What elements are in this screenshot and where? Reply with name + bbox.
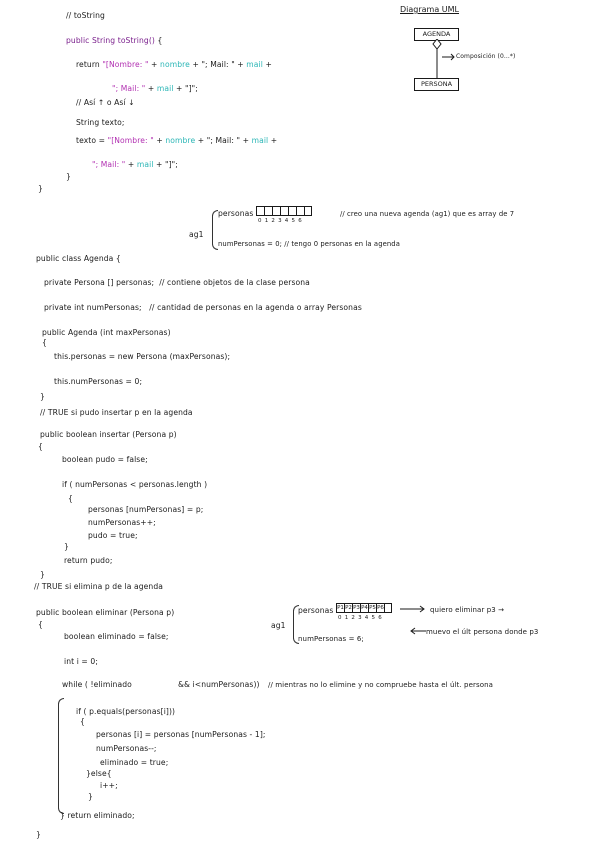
eliminar-else-close: } [88, 792, 93, 801]
eliminar-else: }else{ [86, 769, 112, 778]
eliminar-body1: boolean eliminado = false; [64, 632, 169, 641]
agenda-class-decl: public class Agenda { [36, 254, 121, 263]
eliminar-while: while ( !eliminado [62, 680, 132, 689]
insertar-body2: personas [numPersonas] = p; [88, 505, 204, 514]
uml-class-agenda: AGENDA [414, 28, 459, 41]
agenda-constructor-open: { [42, 338, 47, 347]
insertar-comment: // TRUE si pudo insertar p en la agenda [40, 408, 193, 417]
eliminar-body3: personas [i] = personas [numPersonas - 1]; [96, 730, 266, 739]
tostring-comment2: // Así ↑ o Así ↓ [76, 98, 135, 107]
insertar-if-open: { [68, 494, 73, 503]
insertar-return: return pudo; [64, 556, 113, 565]
tostring-close-inner: } [66, 172, 71, 181]
note2-arrow1-icon [398, 604, 428, 614]
array-cell: P1 [337, 605, 344, 611]
note2-num: numPersonas = 6; [298, 635, 364, 643]
eliminar-comment: // TRUE si elimina p de la agenda [34, 582, 164, 591]
array-cell [384, 603, 392, 613]
insertar-if: if ( numPersonas < personas.length ) [62, 480, 208, 489]
array-cell: P5 [369, 605, 376, 611]
note1-personas-label: personas [218, 209, 254, 218]
agenda-field-personas: private Persona [] personas; // contiene objetos de la clase persona [44, 278, 310, 287]
eliminar-body2: int i = 0; [64, 657, 99, 666]
note2-indices: 0123456 [338, 615, 385, 621]
note2-arrow1-label: quiero eliminar p3 → [430, 606, 505, 614]
insertar-signature: public boolean insertar (Persona p) [40, 430, 177, 439]
tostring-comment: // toString [66, 11, 105, 20]
while-brace [58, 698, 64, 814]
tostring-signature: public String toString() { [66, 36, 163, 45]
agenda-constructor-body1: this.personas = new Persona (maxPersonas); [54, 352, 231, 361]
eliminar-return: } return eliminado; [60, 811, 135, 820]
array-cell [280, 206, 288, 216]
note1-indices: 0123456 [258, 218, 305, 224]
eliminar-while-comment: // mientras no lo elimine y no compruebe hasta el últ. persona [268, 681, 494, 689]
array-cell [272, 206, 280, 216]
tostring-texto-line1: texto = "[Nombre: " + nombre + "; Mail: " + mail + [76, 136, 278, 145]
note1-ag-label: ag1 [189, 230, 204, 239]
tostring-texto-line2: "; Mail: " + mail + "]"; [92, 160, 178, 169]
eliminar-body6: i++; [100, 781, 118, 790]
insertar-body4: pudo = true; [88, 531, 138, 540]
agenda-constructor-close: } [40, 392, 45, 401]
tostring-decl: String texto; [76, 118, 125, 127]
note1-num: numPersonas = 0; // tengo 0 personas en la agenda [218, 240, 400, 248]
agenda-constructor-body2: this.numPersonas = 0; [54, 377, 143, 386]
class-close: } [36, 830, 41, 839]
insertar-body3: numPersonas++; [88, 518, 156, 527]
note1-array [256, 206, 312, 216]
agenda-constructor: public Agenda (int maxPersonas) [42, 328, 171, 337]
note1-comment: // creo una nueva agenda (ag1) que es array de 7 [340, 210, 515, 218]
note2-arrow2-icon [408, 626, 428, 636]
array-cell [296, 206, 304, 216]
insertar-close: } [40, 570, 45, 579]
note2-ag-label: ag1 [271, 621, 286, 630]
array-cell: P6 [377, 605, 384, 611]
note2-arrow2-label: muevo el últ persona donde p3 [426, 628, 539, 636]
array-cell: P4 [361, 605, 368, 611]
eliminar-if-open: { [80, 717, 85, 726]
array-cell [304, 206, 312, 216]
uml-class-persona: PERSONA [414, 78, 459, 91]
eliminar-signature: public boolean eliminar (Persona p) [36, 608, 175, 617]
insertar-if-close: } [64, 542, 69, 551]
eliminar-open: { [38, 620, 43, 629]
uml-title: Diagrama UML [400, 5, 460, 14]
array-cell: P3 [353, 605, 360, 611]
eliminar-body4: numPersonas--; [96, 744, 157, 753]
uml-relation-label: Composición (0...*) [456, 53, 516, 60]
insertar-open: { [38, 442, 43, 451]
array-cell: P2 [345, 605, 352, 611]
eliminar-while-cond: && i<numPersonas)) [178, 680, 260, 689]
eliminar-if: if ( p.equals(personas[i])) [76, 707, 176, 716]
tostring-return-line1: return "[Nombre: " + nombre + "; Mail: " + mail + [76, 60, 272, 69]
note2-array [336, 603, 392, 613]
agenda-field-numpersonas: private int numPersonas; // cantidad de personas en la agenda o array Personas [44, 303, 362, 312]
array-cell [264, 206, 272, 216]
insertar-body1: boolean pudo = false; [62, 455, 148, 464]
array-cell [288, 206, 296, 216]
tostring-close-outer: } [38, 184, 43, 193]
eliminar-body5: eliminado = true; [100, 758, 169, 767]
tostring-return-line2: "; Mail: " + mail + "]"; [112, 84, 198, 93]
note2-personas-label: personas [298, 606, 334, 615]
array-cell [256, 206, 264, 216]
